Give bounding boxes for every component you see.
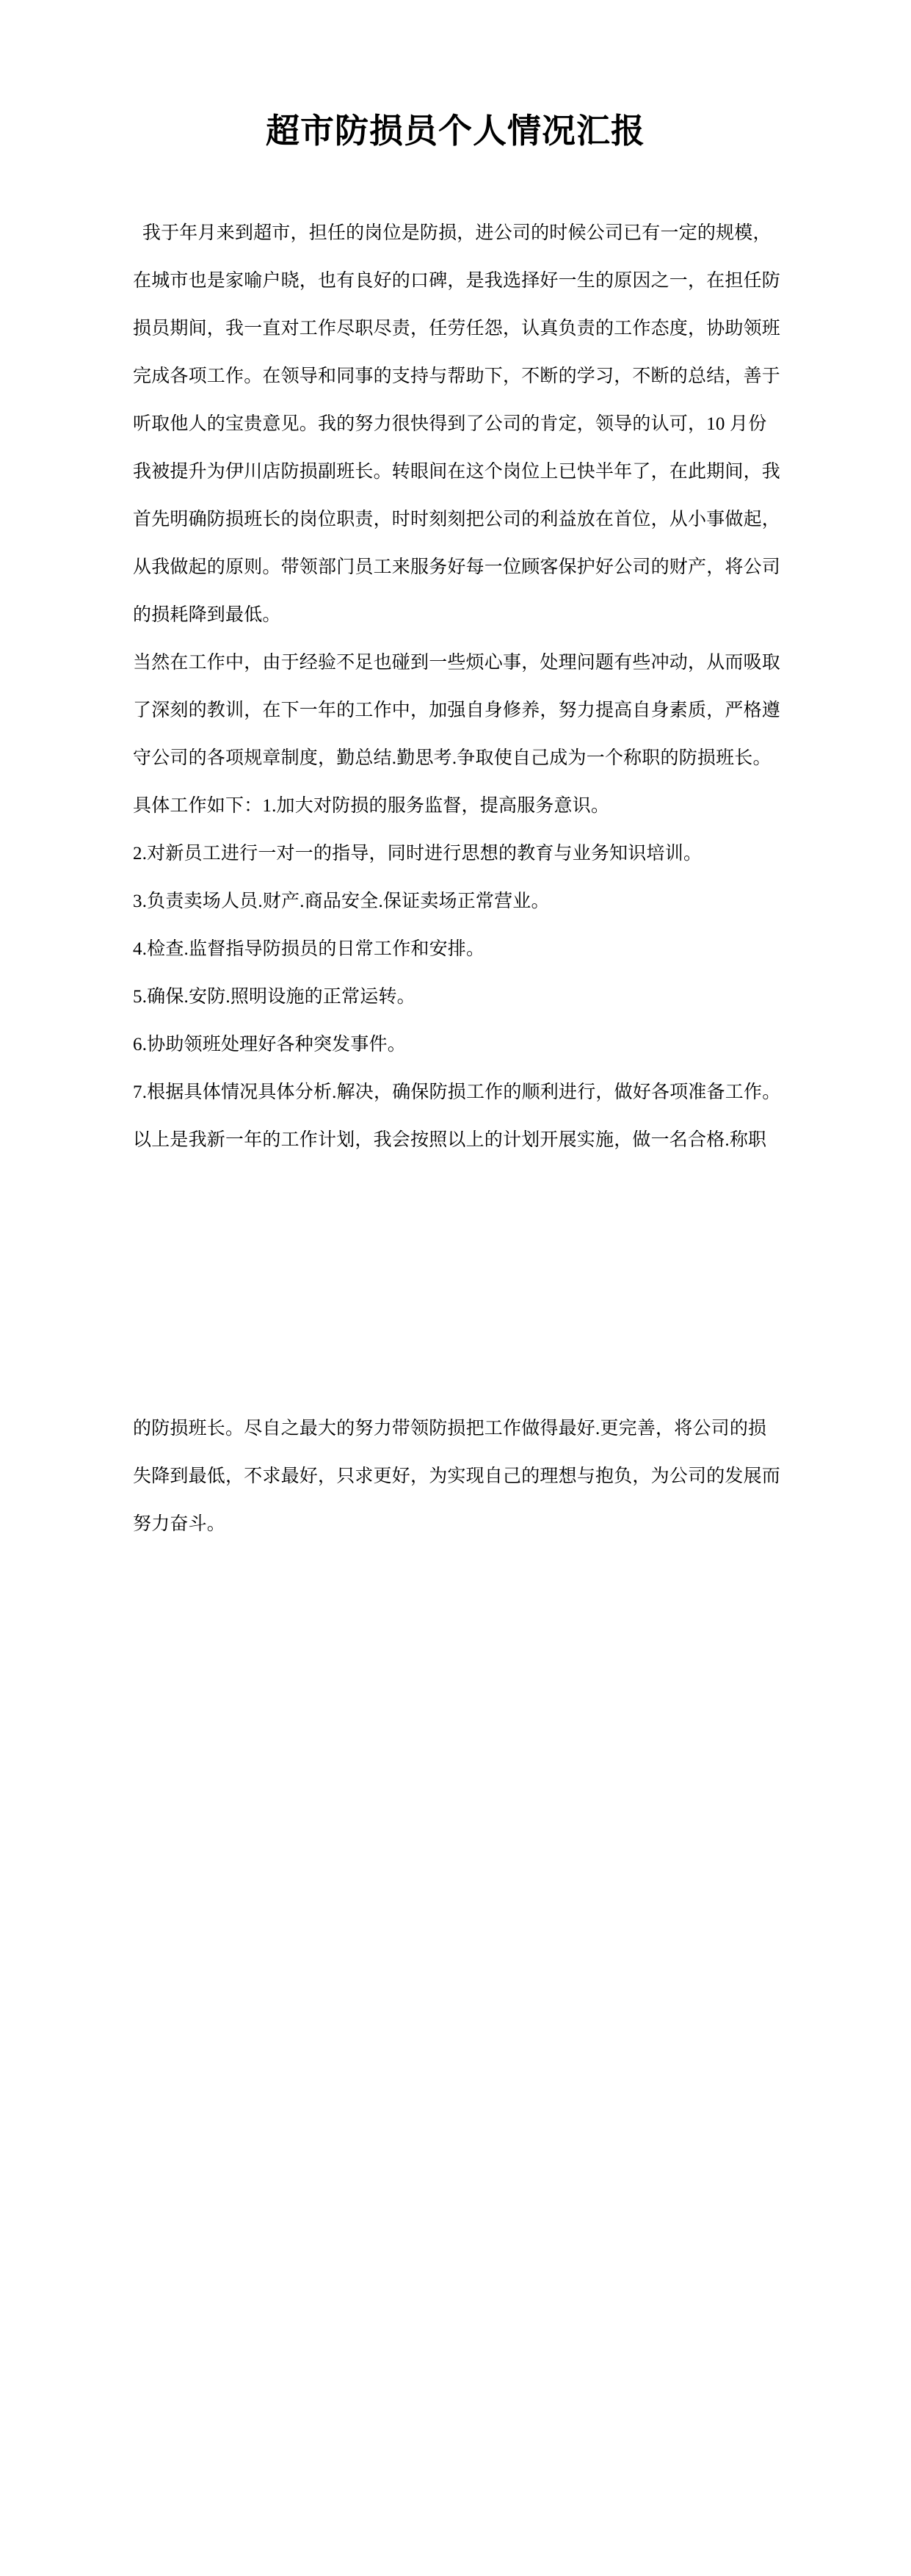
text-line: 以上是我新一年的工作计划，我会按照以上的计划开展实施，做一名合格.称职 [133,1130,767,1150]
text-line: 在城市也是家喻户晓，也有良好的口碑，是我选择好一生的原因之一，在担任防 [133,271,781,291]
text-line: 守公司的各项规章制度，勤总结.勤思考.争取使自己成为一个称职的防损班长。 [133,748,772,768]
text-line: 了深刻的教训，在下一年的工作中，加强自身修养，努力提高自身素质，严格遵 [133,701,781,720]
text-line: 完成各项工作。在领导和同事的支持与帮助下，不断的学习，不断的总结，善于 [133,366,781,386]
text-line: 6.协助领班处理好各种突发事件。 [133,1035,406,1054]
text-line: 听取他人的宝贵意见。我的努力很快得到了公司的肯定，领导的认可，10 月份 [133,414,767,434]
text-line: 具体工作如下：1.加大对防损的服务监督，提高服务意识。 [133,796,610,816]
text-line: 5.确保.安防.照明设施的正常运转。 [133,987,415,1007]
text-line: 4.检查.监督指导防损员的日常工作和安排。 [133,939,485,959]
text-line: 从我做起的原则。带领部门员工来服务好每一位顾客保护好公司的财产，将公司 [133,557,781,577]
text-line: 我于年月来到超市，担任的岗位是防损，进公司的时候公司已有一定的规模， [133,223,772,243]
text-line: 损员期间，我一直对工作尽职尽责，任劳任怨，认真负责的工作态度，协助领班 [133,319,781,339]
document-title: 超市防损员个人情况汇报 [266,112,645,150]
text-line: 的损耗降到最低。 [133,605,281,625]
text-line: 努力奋斗。 [133,1514,226,1534]
text-line: 3.负责卖场人员.财产.商品安全.保证卖场正常营业。 [133,891,550,911]
page2-text-block [133,1405,786,1548]
text-line: 7.根据具体情况具体分析.解决，确保防损工作的顺利进行，做好各项准备工作。 [133,1082,781,1102]
text-line: 当然在工作中，由于经验不足也碰到一些烦心事，处理问题有些冲动，从而吸取 [133,653,781,673]
page1-text-block [133,209,786,1164]
text-line: 我被提升为伊川店防损副班长。转眼间在这个岗位上已快半年了，在此期间，我 [133,462,781,482]
text-line: 的防损班长。尽自之最大的努力带领防损把工作做得最好.更完善，将公司的损 [133,1419,767,1439]
text-line: 首先明确防损班长的岗位职责，时时刻刻把公司的利益放在首位，从小事做起， [133,510,781,529]
text-line: 失降到最低，不求最好，只求更好，为实现自己的理想与抱负，为公司的发展而 [133,1466,781,1486]
text-line: 2.对新员工进行一对一的指导，同时进行思想的教育与业务知识培训。 [133,844,703,864]
